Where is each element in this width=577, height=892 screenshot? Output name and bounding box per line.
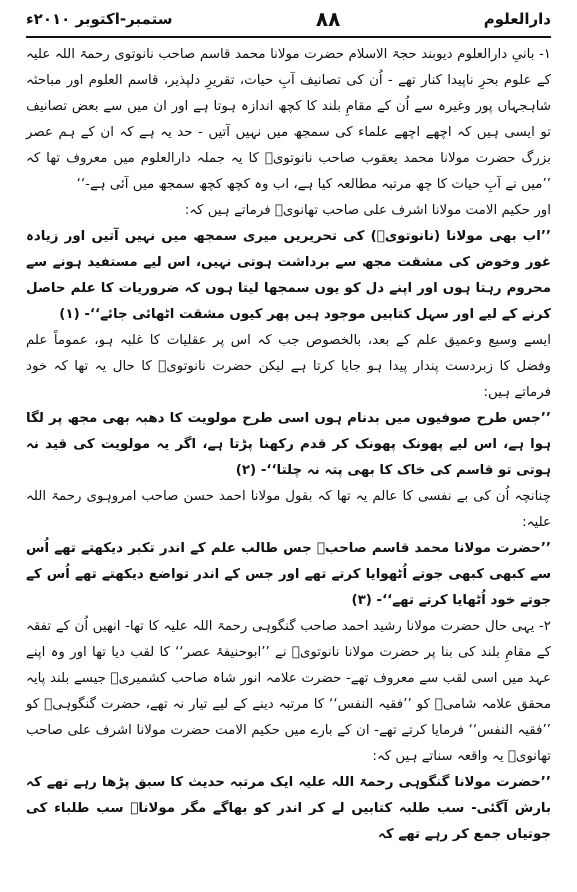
quote-paragraph: ’’حضرت مولانا گنگوہی رحمۃ اللہ علیہ ایک مرتبہ حدیث کا سبق پڑھا رہے تھے کہ بارش آگئی- سب طلبہ کتابیں لے کر اندر کو بھاگے مگر مولاناؒ سب طلباء کی جوتیاں جمع کر رہے تھے کہ: [26, 775, 551, 842]
page-header: [26, 4, 551, 34]
page-number: ۸۸: [315, 7, 341, 31]
quote-paragraph: ’’اب بھی مولانا (نانوتویؒ) کی تحریریں میری سمجھ میں نہیں آتیں اور زیادہ غور وخوض کی مشقت مجھ سے برداشت ہوتی نہیں، اس لیے مستفید ہونے سے محروم رہتا ہوں اور اپنے دل کو یوں سمجھا لیتا ہوں کہ ضروریات کا علم حاصل کرنے کے لیے اور سہل کتابیں موجود ہیں پھر کیوں مشقت اٹھائی جائے‘‘- (١): [26, 229, 551, 322]
article-body: [26, 42, 551, 888]
paragraph: ایسے وسیع وعمیق علم کے بعد، بالخصوص جب کہ اس پر عقلیات کا غلبہ ہو، عموماً علم وفضل کا زبردست پندار پیدا ہو جایا کرتا ہے لیکن حضرت نانوتویؒ کا حال یہ تھا کہ خود فرماتے ہیں:: [26, 333, 551, 400]
header-rule: [26, 36, 551, 38]
paragraph: اور حکیم الامت مولانا اشرف علی صاحب تھانویؒ فرماتے ہیں کہ:: [184, 203, 551, 218]
paragraph: چنانچہ اُن کی بے نفسی کا عالم یہ تھا کہ بقول مولانا احمد حسن صاحب امروہوی رحمۃ اللہ علیہ:: [26, 489, 551, 530]
paragraph: ١- بانیِ دارالعلوم دیوبند حجۃ الاسلام حضرت مولانا محمد قاسم صاحب نانوتوی رحمۃ اللہ علیہ کے علوم بحرِ ناپیدا کنار تھے - اُن کی تصانیف آبِ حیات، تقریرِ دلپذیر، قاسم العلوم اور مباحثہ شاہجہاں پور وغیرہ سے اُن کے مقامِ بلند کا کچھ اندازہ ہوتا ہے اور ان میں سے بعض تصانیف تو ایسی ہیں کہ اچھے اچھے علماء کی سمجھ میں نہیں آتیں - حد یہ ہے کہ ان کے ہم عصر بزرگ حضرت مولانا محمد یعقوب صاحب نانوتویؒ کا یہ جملہ دارالعلوم میں معروف تھا کہ ’’میں نے آبِ حیات کا چھ مرتبہ مطالعہ کیا ہے، اب وہ کچھ کچھ سمجھ میں آئی ہے-‘‘: [26, 47, 551, 192]
quote-paragraph: ’’جس طرح صوفیوں میں بدنام ہوں اسی طرح مولویت کا دھبہ بھی مجھ پر لگا ہوا ہے، اس لیے پھونک پھونک کر قدم رکھنا پڑتا ہے، اگر یہ مولویت کی قید نہ ہوتی تو قاسم کی خاک کا بھی پتہ نہ چلتا‘‘- (٢): [26, 411, 551, 478]
paragraph: ٢- یہی حال حضرت مولانا رشید احمد صاحب گنگوہی رحمۃ اللہ علیہ کا تھا- انھیں اُن کے تفقہ کے مقامِ بلند کی بنا پر حضرت مولانا نانوتویؒ نے ’’ابوحنیفۂ عصر‘‘ کا لقب دیا تھا اور وہ اپنے عہد میں اسی لقب سے معروف تھے- حضرت علامہ انور شاہ صاحب کشمیریؒ جیسے بلند پایہ محقق علامہ شامیؒ کو ’’فقیہ النفس‘‘ کا مرتبہ دینے کے لیے تیار نہ تھے، حضرت گنگوہیؒ کو ’’فقیہ النفس‘‘ فرمایا کرتے تھے- ان کے بارے میں حکیم الامت حضرت مولانا اشرف علی صاحب تھانویؒ یہ واقعہ سناتے ہیں کہ:: [26, 619, 551, 764]
quote-paragraph: ’’حضرت مولانا محمد قاسم صاحبؒ جس طالب علم کے اندر تکبر دیکھتے تھے اُس سے کبھی کبھی جوتے اُٹھوایا کرتے تھے اور جس کے اندر تواضع دیکھتے تھے اُس کے جوتے خود اُٹھایا کرتے تھے‘‘- (٣): [26, 541, 551, 608]
issue-date: ستمبر-اکتوبر ۲۰۱۰ء: [26, 10, 173, 28]
journal-title: دارالعلوم: [483, 10, 551, 28]
